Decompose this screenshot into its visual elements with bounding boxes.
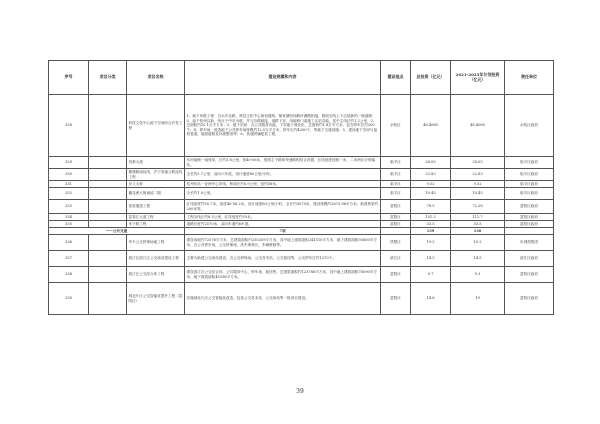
row-project-name: 滨江区滨江区公交场站建设工程 [127,251,185,267]
row-planned-investment: 19.2 [451,235,505,251]
row-responsible-unit: 滨江区政府 [505,251,554,267]
row-number: 338 [49,267,89,283]
table-row [49,200,554,214]
header-planned-investment: 2021-2025年计划投资（亿元） [451,61,505,95]
row-location: 富阳区 [381,283,411,315]
row-project-name: 孝子路工程 [127,221,185,228]
row-scope: 实施城北片区公交智能化改造，包括公交首末站、公交场站等一批项目建设。 [185,283,381,315]
row-scope: 建设滨江区公交综合体，公共服务中心，停车场，枢纽等，总建筑面积约123786平方米，其中地上建筑面积78590平方米，地下建筑面积45196平方米。 [185,267,381,283]
row-project-name: 华丰公交停保场地工程 [127,235,185,251]
row-number: 334 [49,214,89,221]
category-empty [381,228,411,235]
table-row [49,95,554,157]
table-row [49,181,554,188]
row-number: 336 [49,235,89,251]
row-scope: 1、地下环路工程：自水乡北路、科技文化中心规划道路、郁家塘府西路叶湖路相接，路段全线上下沿部新的一级道路：5、起于杭州以新，终点于中央为联，并与各路相接，道路下穿，用地桥门道施工区站功能，其中主线长约1.2公里，2、总面积约10.1万平方米；3、地下空间：含公共服务功能，下穿地下商业化，总面积约1.8万平方米，包含停车位约200个；4、停车场：改造地下公共停车场规模约12.5万平方米，停车位约4200个，等地下交通设施；5、建设地下空间与接驳管道，地面道路及环境整治等；6、其他附属配套工程。 [185,95,381,157]
row-number: 333 [49,200,89,214]
row-total-investment: 78.5 [411,200,451,214]
row-number: 339 [49,283,89,315]
row-scope: 道路长度约2570米，双向车道约6车道。 [185,221,381,228]
row-location: 临平区 [381,169,411,181]
row-project-name: 城北片区公交智能化提升工程（富阳区） [127,283,185,315]
row-planned-investment: 14.5 [451,251,505,267]
row-location: 富阳区 [381,221,411,228]
row-project-name: 科技文化中心地下空间综合开发工程 [127,95,185,157]
row-scope: 杭州东站一亚洲中心岸线，桥梁长约0.9公里，宽约36米。 [185,181,381,188]
row-planned-investment: 72.28 [451,200,505,214]
row-responsible-unit: 临平区政府 [505,169,554,181]
row-responsible-unit: 临平区政府 [505,188,554,200]
row-location: 余杭区 [381,95,411,157]
row-number: 330 [49,169,89,181]
table-row [49,188,554,200]
project-table [48,60,554,315]
row-category [89,267,127,283]
row-category [89,157,127,169]
row-total-investment: 19.2 [411,235,451,251]
row-location: 拱墅区 [381,235,411,251]
row-project-name: 春营通道工程 [127,200,185,214]
row-responsible-unit: 富阳区政府 [505,221,554,228]
table-row [49,157,554,169]
row-project-name: 富春江大道工程 [127,214,185,221]
row-category [89,235,127,251]
category-total: 139 [411,228,451,235]
table-row [49,267,554,283]
row-location: 富阳区 [381,267,411,283]
row-total-investment: 9.7 [411,267,451,283]
row-project-name: 崇义大桥 [127,181,185,188]
row-location: 临平区 [381,188,411,200]
category-empty [505,228,554,235]
row-location: 滨江区 [381,251,411,267]
row-number: 329 [49,157,89,169]
header-responsible-unit: 责任单位 [505,61,554,95]
row-total-investment: 33.5 [411,221,451,228]
row-project-name: 滨江区公交综合体工程 [127,267,185,283]
row-number: 332 [49,188,89,200]
header-project-name: 项目名称 [127,61,185,95]
row-total-investment: 14.5 [411,251,451,267]
row-project-name: 昌都大道 [127,157,185,169]
row-category [89,251,127,267]
row-planned-investment: 19 [451,283,505,315]
row-total-investment: 28.05 [411,157,451,169]
category-label: ——公共交通 [49,228,185,235]
row-planned-investment: 10.45 [451,188,505,200]
row-total-investment: 9.52 [411,181,451,188]
table-row [49,214,554,221]
row-project-name: 塘康路南延线、沪宁高速公路连线工程 [127,169,185,181]
row-number: 337 [49,251,89,267]
row-planned-investment: 33.5 [451,221,505,228]
row-category [89,188,127,200]
row-responsible-unit: 富阳区政府 [505,283,554,315]
table-body [49,95,554,315]
header-no: 序号 [49,61,89,95]
table-row [49,221,554,228]
header-total-investment: 总投资（亿元） [411,61,451,95]
category-plan: 130 [451,228,505,235]
row-number: 331 [49,181,89,188]
row-location: 富阳区 [381,214,411,221]
row-location: 富阳区 [381,200,411,214]
row-total-investment: 10.45 [411,188,451,200]
row-number: 335 [49,221,89,228]
row-responsible-unit: 富阳区政府 [505,214,554,221]
row-total-investment: 14.6 [411,283,451,315]
row-total-investment: 131.3 [411,214,451,221]
row-location: 临平区 [381,157,411,169]
page-number: 39 [296,388,304,395]
row-responsible-unit: 临平区政府 [505,181,554,188]
header-scope: 建设规模和内容 [185,61,381,95]
row-responsible-unit: 市城投集团 [505,235,554,251]
row-category [89,283,127,315]
table-row [49,251,554,267]
row-category [89,221,127,228]
row-total-investment: 22.83 [411,169,451,181]
row-scope: 工程全线长约8.5公里，红线宽度约55米。 [185,214,381,221]
row-responsible-unit: 富阳区政府 [505,200,554,214]
row-scope: 建设用地约72576平方米，总建筑面积约335359平方米，其中地上建筑面积241510平方米，地下建筑面积93850平方米，含公共停车场，公交停保场，洗车保养区，车辆维修等。 [185,235,381,251]
row-category [89,169,127,181]
row-location: 临平区 [381,181,411,188]
row-planned-investment: 28.05 [451,157,505,169]
row-scope: 主要为新建公交场站建设，含公交停保场，公交首末站，公交枢纽等，公交停车位约1270个。 [185,251,381,267]
row-scope: 红线宽度约55.7米，宽度40-56.2米，设计速度60公里/小时，全长约3070米，建设规模约2673.96平方米，新建桥梁约200米等。 [185,200,381,214]
row-responsible-unit: 富阳区政府 [505,267,554,283]
row-planned-investment: 111.7 [451,214,505,221]
row-scope: 全长约5.7公里，双向六车道，设计速度60公里/小时。 [185,169,381,181]
row-number: 328 [49,95,89,157]
table-row [49,169,554,181]
row-planned-investment: 9.52 [451,181,505,188]
row-scope: 东河南侧一南苑草，长约3.8公里，宽40-56米，按照主干路和快速路相结合设置，红线宽度按照一米、二米两区分别落实。 [185,157,381,169]
row-project-name: 藕花洲大街南延二期 [127,188,185,200]
category-count: 7项 [185,228,381,235]
row-responsible-unit: 临平区政府 [505,157,554,169]
row-total-investment: 48.4085 [411,95,451,157]
table-header-row [49,61,554,95]
row-scope: 全长约1.9公里。 [185,188,381,200]
table-row [49,235,554,251]
row-planned-investment: 48.4085 [451,95,505,157]
category-row [49,228,554,235]
row-responsible-unit: 余杭区政府 [505,95,554,157]
row-planned-investment: 22.83 [451,169,505,181]
row-category [89,200,127,214]
header-location: 建设地点 [381,61,411,95]
header-category: 项目分类 [89,61,127,95]
table-row [49,283,554,315]
row-category [89,181,127,188]
document-sheet [48,60,553,315]
row-planned-investment: 9.3 [451,267,505,283]
row-category [89,95,127,157]
row-category [89,214,127,221]
